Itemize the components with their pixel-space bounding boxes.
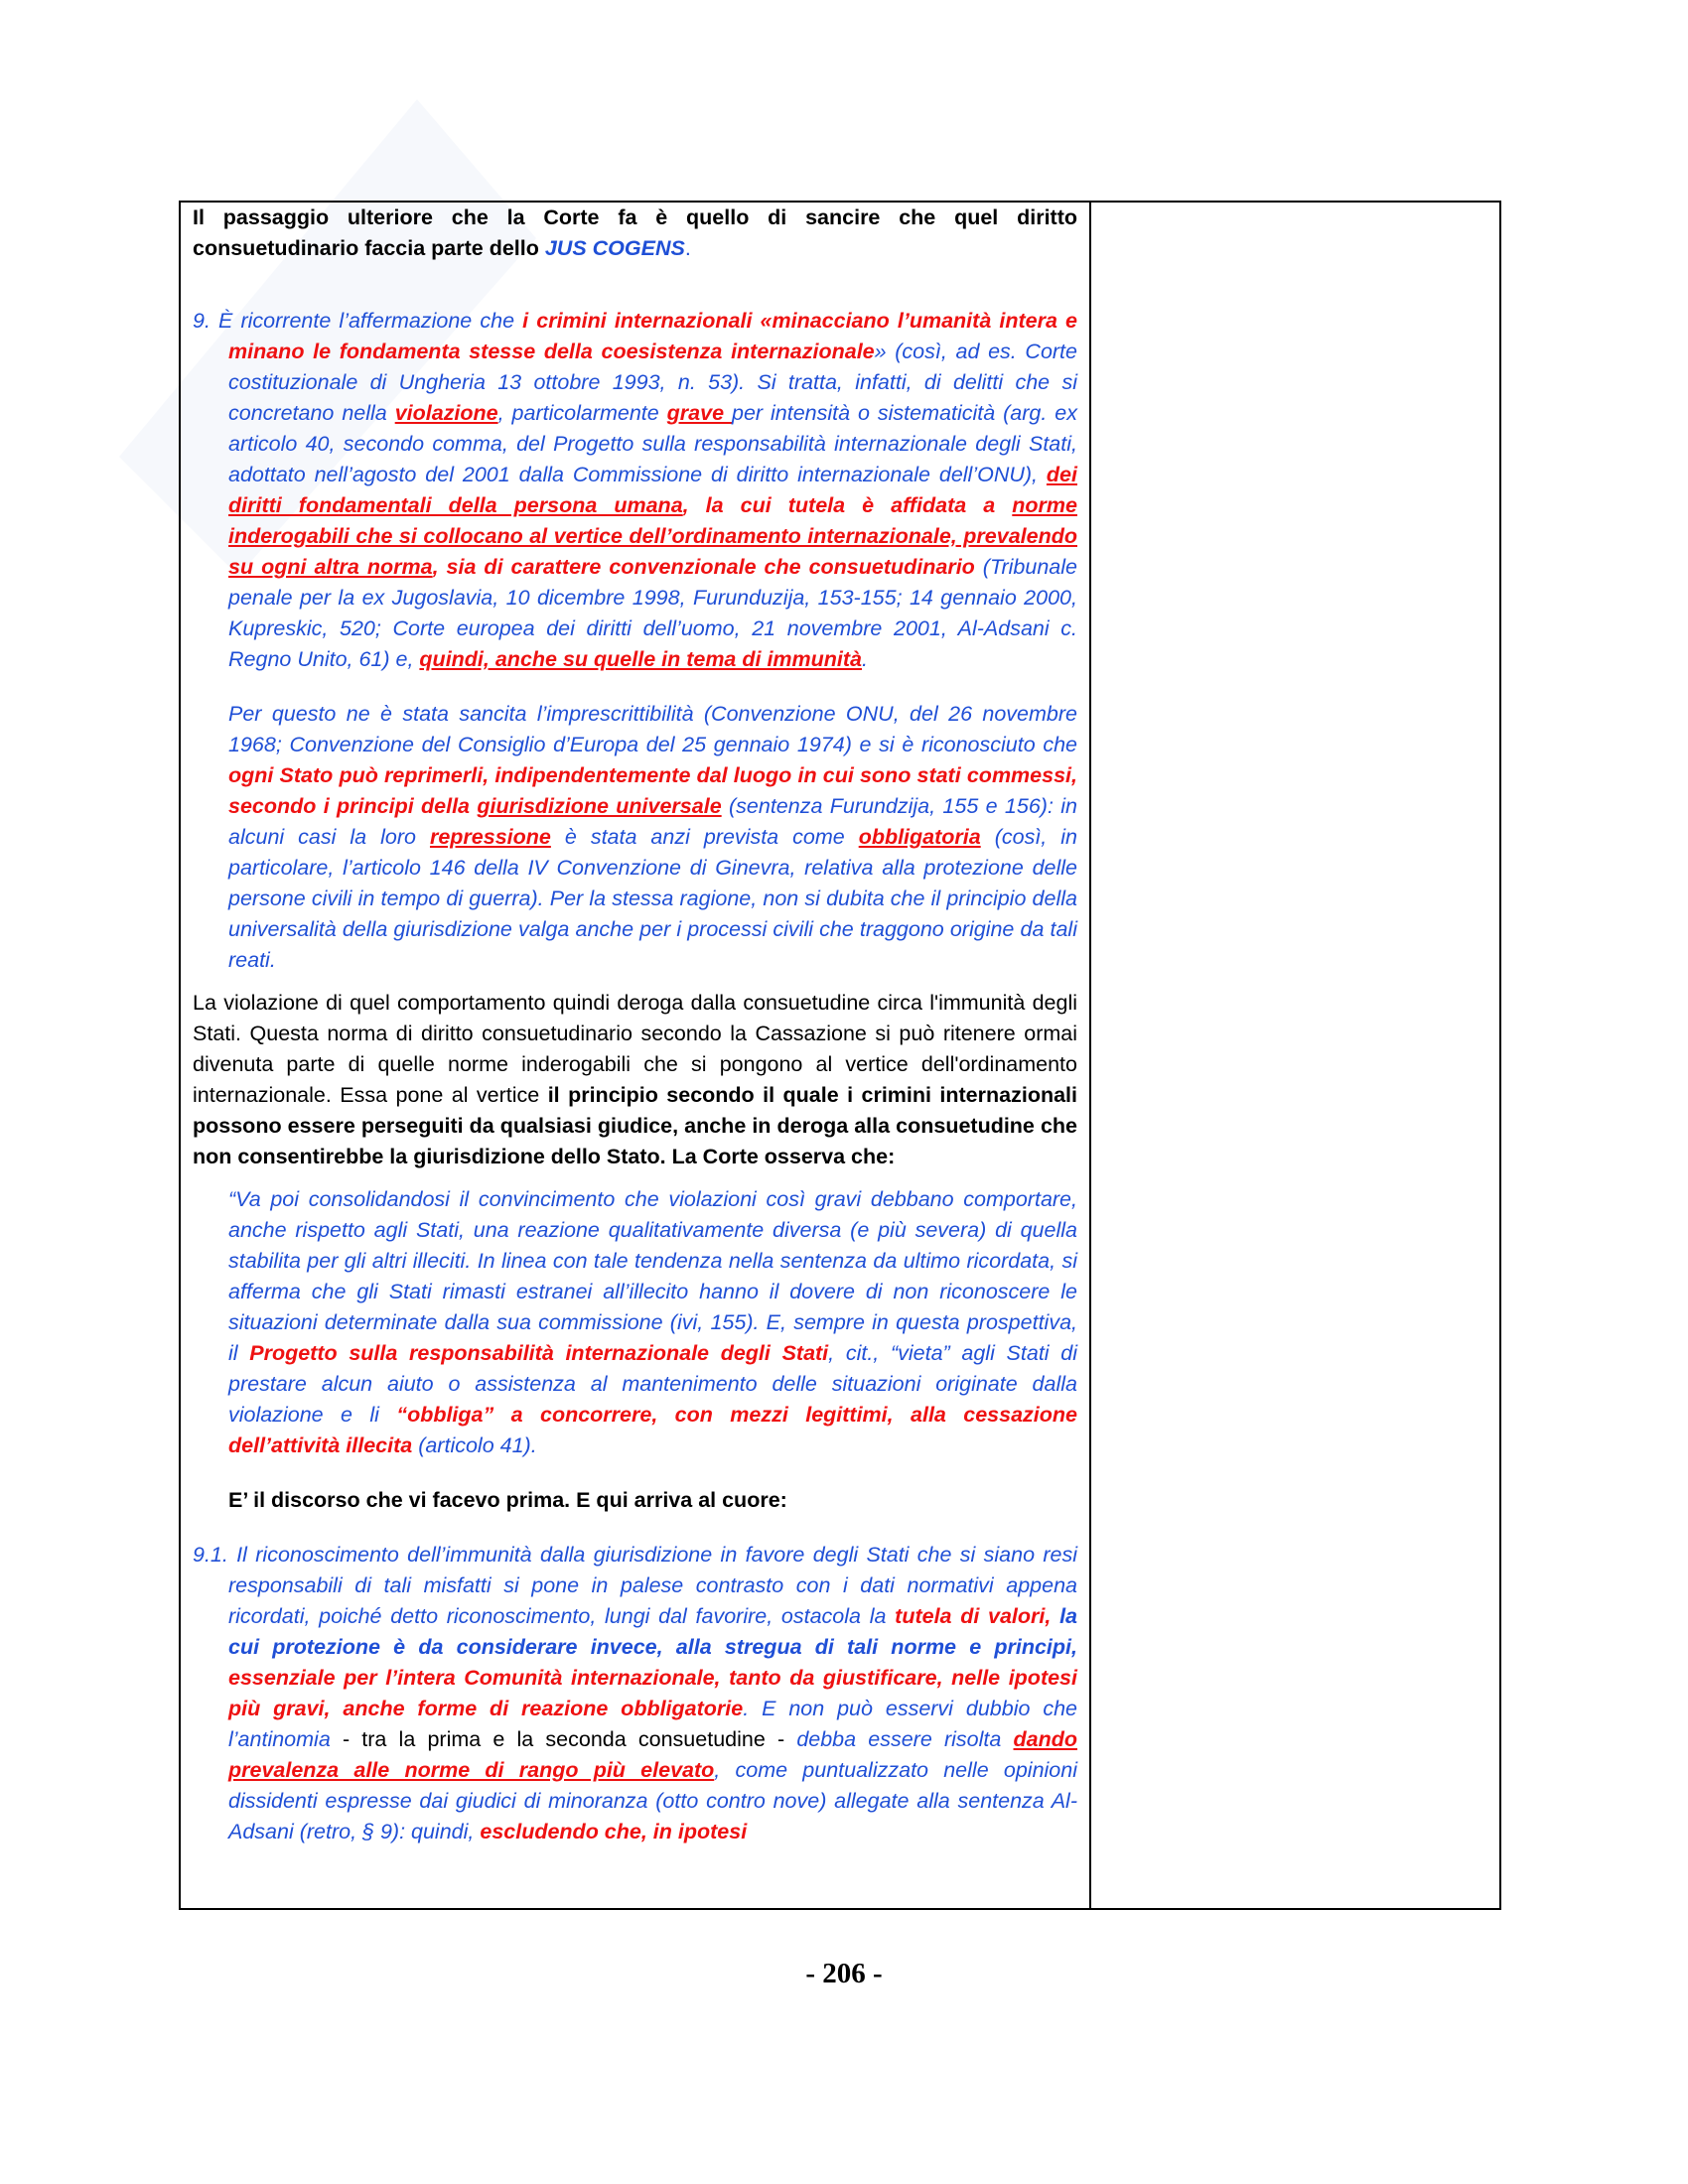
paragraph-commentary: La violazione di quel comportamento quindi deroga dalla consuetudine circa l'immunità degli Stati. Questa norma di diritto consuetudinario secondo la Cassazione si può ritenere ormai divenuta parte di quelle norme inderogabili che si pongono al vertice dell'ordinamento internazionale. Essa pone al vertice il principio secondo il quale i crimini internazionali possono essere perseguiti da qualsiasi giudice, anche in deroga alla consuetudine che non consentirebbe la giurisdizione dello Stato. La Corte osserva che: (193, 991, 1077, 1168)
paragraph-intro: Il passaggio ulteriore che la Corte fa è quello di sancire che quel diritto consuetudinario faccia parte dello JUS COGENS. (193, 205, 1077, 260)
quote-imprescrittibilita: Per questo ne è stata sancita l’imprescrittibilità (Convenzione ONU, del 26 novembre 1968; Convenzione del Consiglio d’Europa del 25 gennaio 1974) e si è riconosciuto che ogni Stato può reprimerli, indipendentemente dal luogo in cui sono stati commessi, secondo i principi della giurisdizione universale (sentenza Furundzija, 155 e 156): in alcuni casi la loro repressione è stata anzi prevista come obbligatoria (così, in particolare, l’articolo 146 della IV Convenzione di Ginevra, relativa alla protezione delle persone civili in tempo di guerra). Per la stessa ragione, non si dubita che il principio della universalità della giurisdizione valga anche per i processi civili che traggono origine da tali reati. (228, 702, 1077, 972)
page-number: - 206 - (805, 1958, 883, 1989)
content-table (179, 201, 1501, 1910)
left-column (181, 203, 1089, 1908)
quote-section-9-1: 9.1. Il riconoscimento dell’immunità dalla giurisdizione in favore degli Stati che si siano resi responsabili di tali misfatti si pone in palese contrasto con i dati normativi appena ricordati, poiché detto riconoscimento, lungi dal favorire, ostacola la tutela di valori, la cui protezione è da considerare invece, alla stregua di tali norme e principi, essenziale per l’intera Comunità internazionale, tanto da giustificare, nelle ipotesi più gravi, anche forme di reazione obbligatorie. E non può esservi dubbio che l’antinomia - tra la prima e la seconda consuetudine - debba essere risolta dando prevalenza alle norme di rango più elevato, come puntualizzato nelle opinioni dissidenti espresse dai giudici di minoranza (otto contro nove) allegate alla sentenza Al-Adsani (retro, § 9): quindi, escludendo che, in ipotesi (193, 1543, 1078, 1843)
quote-section-9: 9. È ricorrente l’affermazione che i crimini internazionali «minacciano l’umanità intera e minano le fondamenta stesse della coesistenza internazionale» (così, ad es. Corte costituzionale di Ungheria 13 ottobre 1993, n. 53). Si tratta, infatti, di delitti che si concretano nella violazione, particolarmente grave per intensità o sistematicità (arg. ex articolo 40, secondo comma, del Progetto sulla responsabilità internazionale degli Stati, adottato nell’agosto del 2001 dalla Commissione di diritto internazionale dell’ONU), dei diritti fondamentali della persona umana, la cui tutela è affidata a norme inderogabili che si collocano al vertice dell’ordinamento internazionale, prevalendo su ogni altra norma, sia di carattere convenzionale che consuetudinario (Tribunale penale per la ex Jugoslavia, 10 dicembre 1998, Furunduzija, 153-155; 14 gennaio 2000, Kupreskic, 520; Corte europea dei diritti dell’uomo, 21 novembre 2001, Al-Adsani c. Regno Unito, 61) e, quindi, anche su quelle in tema di immunità. (193, 309, 1078, 671)
quote-corte: “Va poi consolidandosi il convincimento che violazioni così gravi debbano comportare, anche rispetto agli Stati, una reazione qualitativamente diversa (e più severa) di quella stabilita per gli altri illeciti. In linea con tale tendenza nella sentenza da ultimo ricordata, si afferma che gli Stati rimasti estranei all’illecito hanno il dovere di non riconoscere le situazioni determinate dalla sua commissione (ivi, 155). E, sempre in questa prospettiva, il Progetto sulla responsabilità internazionale degli Stati, cit., “vieta” agli Stati di prestare alcun aiuto o assistenza al mantenimento delle situazioni originate dalla violazione e li “obbliga” a concorrere, con mezzi legittimi, alla cessazione dell’attività illecita (articolo 41). (228, 1187, 1078, 1457)
paragraph-transition: E’ il discorso che vi facevo prima. E qui arriva al cuore: (228, 1488, 787, 1512)
notes-column (1091, 203, 1499, 1908)
